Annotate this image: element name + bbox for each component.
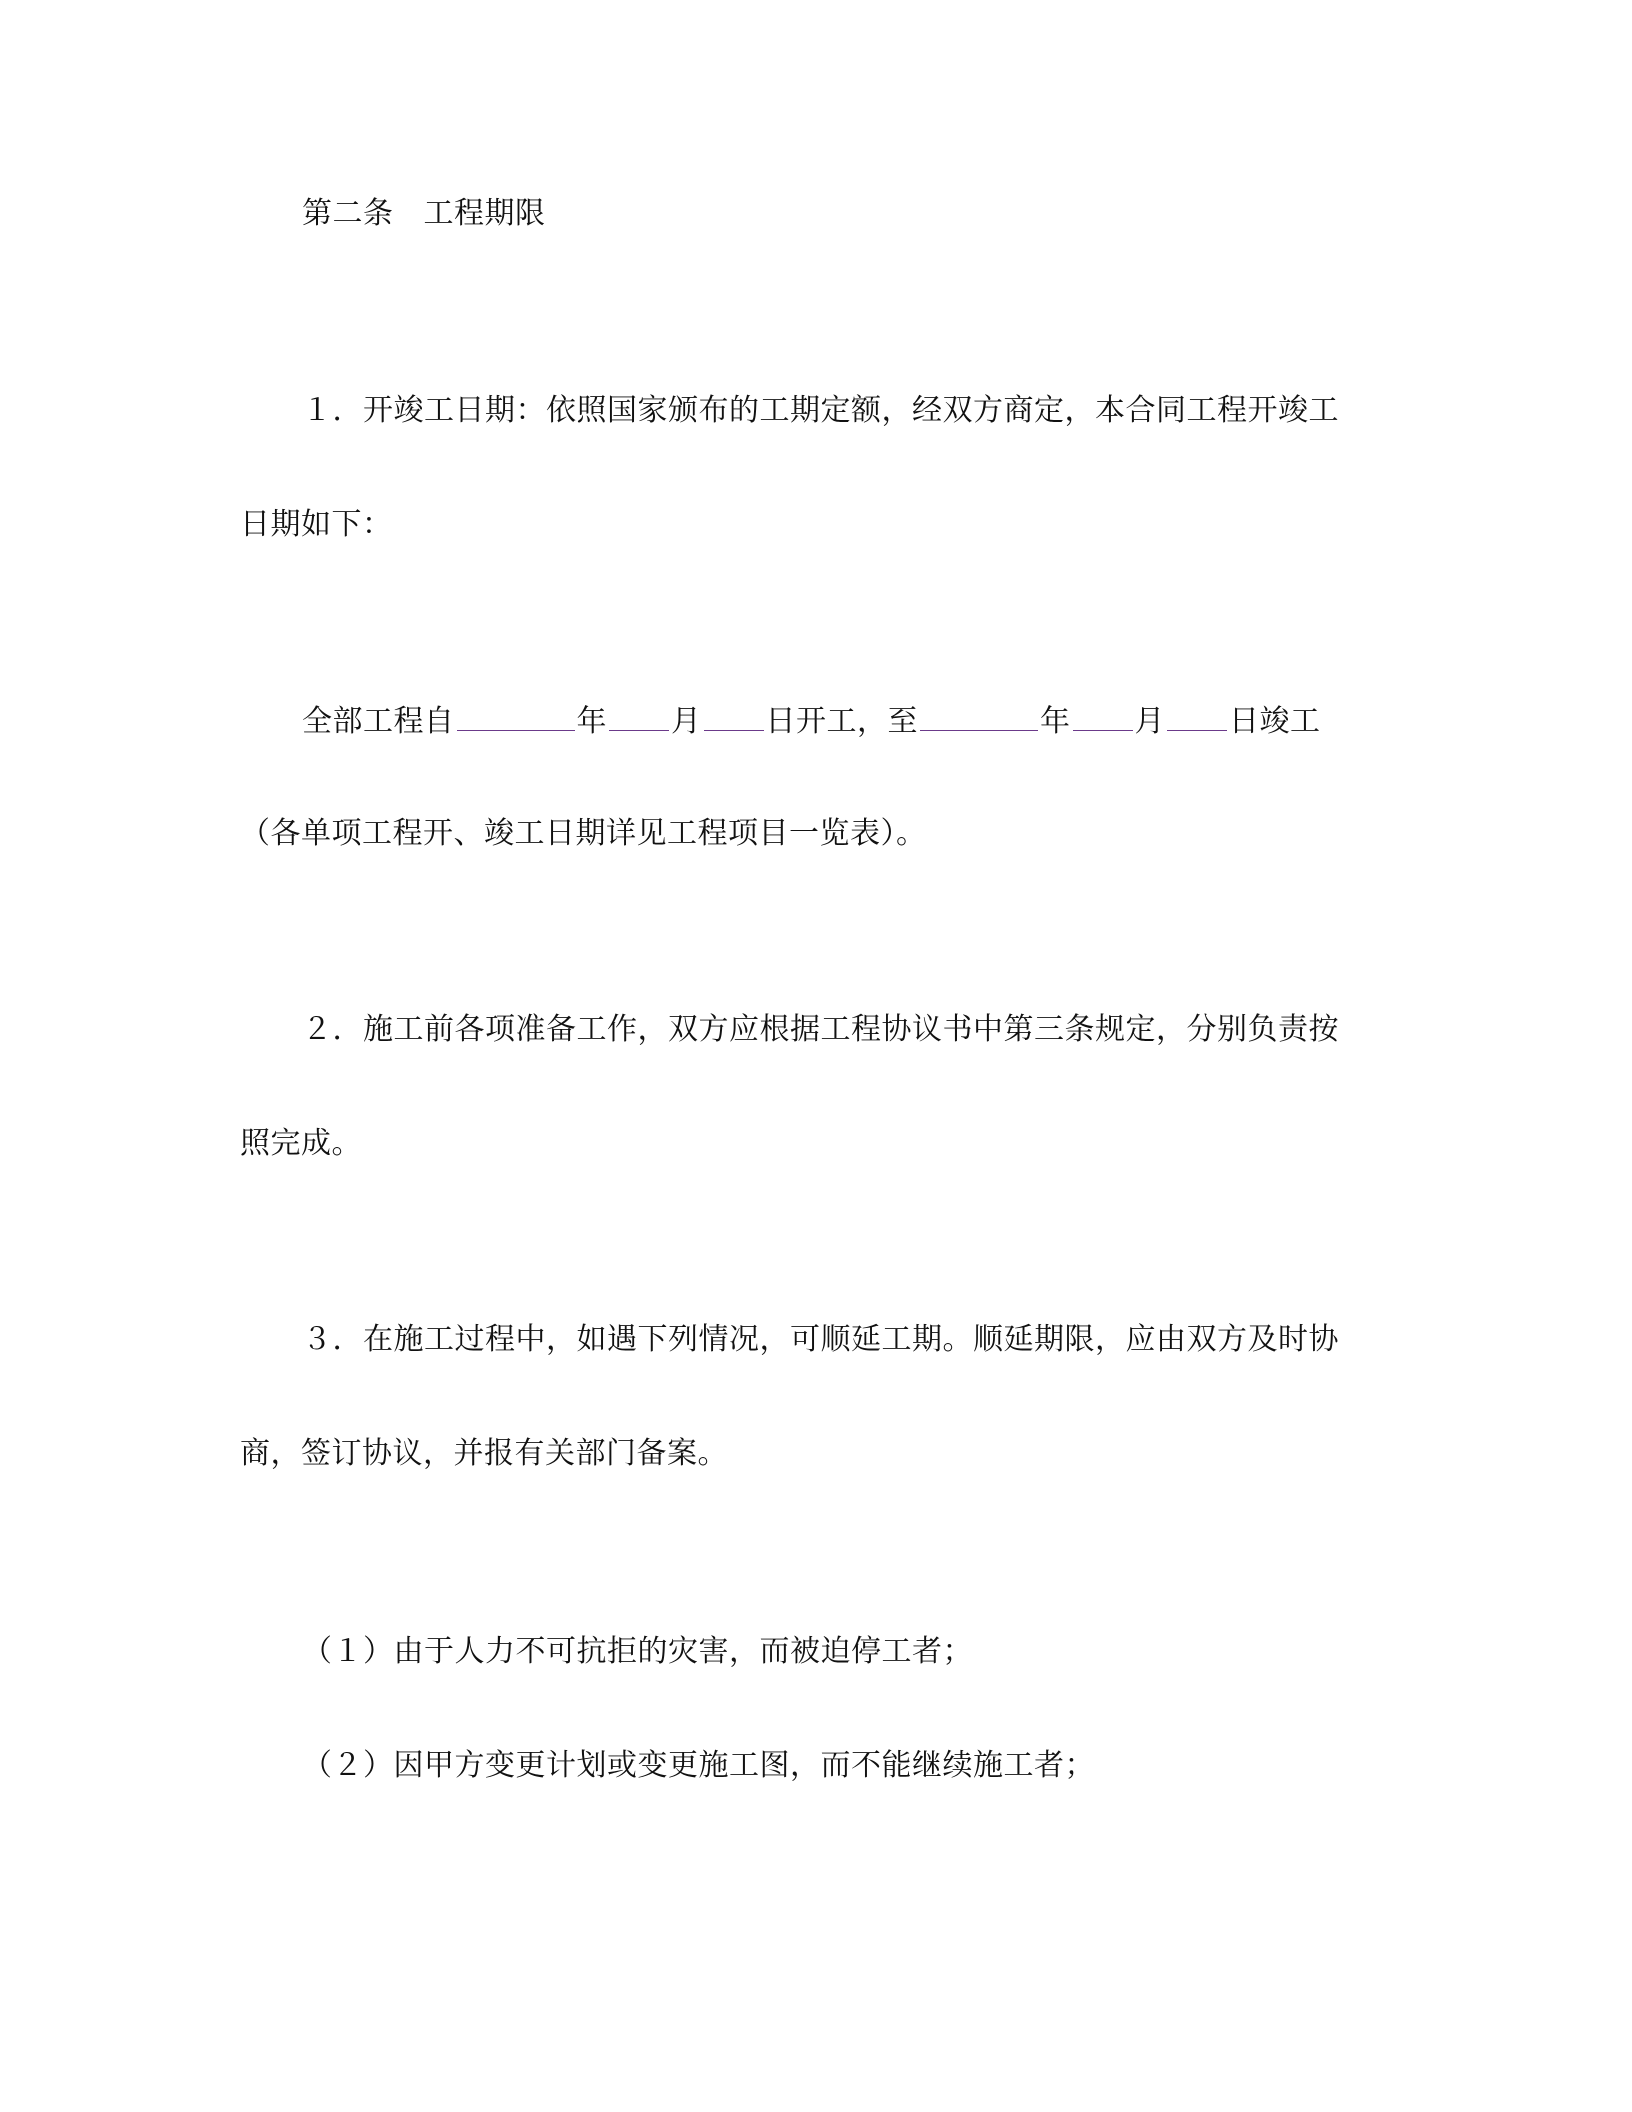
start-day-blank[interactable] bbox=[704, 700, 764, 731]
article-title: 工程期限 bbox=[423, 196, 546, 231]
start-month-blank[interactable] bbox=[609, 700, 669, 731]
clause-3-line-1: ３．在施工过程中，如遇下列情况，可顺延工期。顺延期限，应由双方及时协 bbox=[302, 1322, 1339, 1357]
clause-2-line-1: ２．施工前各项准备工作，双方应根据工程协议书中第三条规定，分别负责按 bbox=[302, 1012, 1339, 1047]
schedule-note: （各单项工程开、竣工日期详见工程项目一览表）。 bbox=[240, 816, 927, 851]
clause-1-line-2: 日期如下： bbox=[240, 507, 393, 542]
start-year-label: 年 bbox=[576, 704, 607, 739]
start-month-label: 月 bbox=[671, 704, 702, 739]
clause-3-line-2: 商，签订协议，并报有关部门备案。 bbox=[240, 1436, 728, 1471]
list-item-2: （２）因甲方变更计划或变更施工图，而不能继续施工者； bbox=[302, 1748, 1095, 1783]
end-year-blank[interactable] bbox=[920, 700, 1038, 731]
article-number: 第二条 bbox=[302, 196, 394, 231]
clause-1-line-1: １．开竣工日期：依照国家颁布的工期定额，经双方商定，本合同工程开竣工 bbox=[302, 393, 1339, 428]
schedule-line bbox=[302, 700, 1321, 742]
end-month-label: 月 bbox=[1134, 704, 1165, 739]
end-day-blank[interactable] bbox=[1167, 700, 1227, 731]
end-month-blank[interactable] bbox=[1073, 700, 1133, 731]
list-item-1: （１）由于人力不可抗拒的灾害，而被迫停工者； bbox=[302, 1634, 973, 1669]
end-year-label: 年 bbox=[1040, 704, 1071, 739]
end-day-label: 日竣工 bbox=[1229, 704, 1321, 739]
article-heading bbox=[302, 194, 546, 234]
clause-2-line-2: 照完成。 bbox=[240, 1126, 362, 1161]
schedule-prefix: 全部工程自 bbox=[302, 704, 455, 739]
start-year-blank[interactable] bbox=[457, 700, 575, 731]
start-day-label: 日开工，至 bbox=[765, 704, 918, 739]
